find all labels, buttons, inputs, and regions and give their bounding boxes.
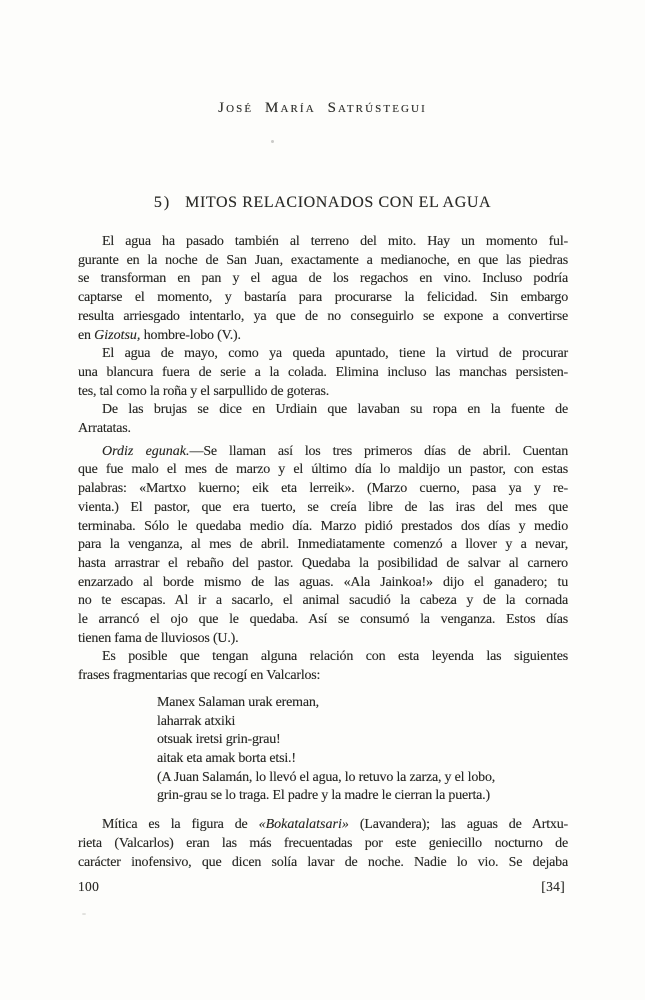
verse-line: (A Juan Salamán, lo llevó el agua, lo retuvo la zarza, y el lobo, xyxy=(157,769,496,785)
text-line: frases fragmentarias que recogí en Valcarlos: xyxy=(78,668,321,684)
text-line: El agua de mayo, como ya queda apuntado, tiene la virtud de procurar xyxy=(102,346,568,362)
verse-line: aitak eta amak borta etsi.! xyxy=(157,750,296,766)
verse-line: otsuak iretsi grin-grau! xyxy=(157,732,281,748)
page-footer xyxy=(78,879,565,895)
section-title-text: MITOS RELACIONADOS CON EL AGUA xyxy=(185,194,492,211)
text-line: gurante en la noche de San Juan, exactamente a medianoche, en que las piedras xyxy=(78,252,568,268)
text-line: El agua ha pasado también al terreno del mito. Hay un momento ful- xyxy=(102,234,568,249)
paragraph xyxy=(78,648,568,685)
text-run: —Se llaman así los tres primeros días de abril. Cuentan xyxy=(189,443,568,459)
text-line: le arrancó el ojo que le quedaba. Así se consumó la venganza. Estos días xyxy=(78,612,568,628)
text-line: una blancura fuera de serie a la colada. Elimina incluso las manchas persisten- xyxy=(78,364,568,380)
paragraph xyxy=(78,233,568,345)
text-line: tes, tal como la roña y el sarpullido de goteras. xyxy=(78,383,330,399)
paragraph xyxy=(78,443,568,649)
scan-speck xyxy=(82,913,86,915)
folio-number: [34] xyxy=(541,879,565,894)
text-run: Mítica es la figura de xyxy=(102,817,259,833)
verse-line: Manex Salaman urak ereman, xyxy=(157,694,319,710)
text-line: rieta (Valcarlos) eran las más frecuentadas por este geniecillo nocturno de xyxy=(78,835,568,851)
text-line: hasta arrastrar el rebaño del pastor. Quedaba la posibilidad de salvar al carnero xyxy=(78,555,568,571)
verse-line: laharrak atxiki xyxy=(157,713,236,729)
paragraph xyxy=(78,401,568,438)
text-line: Es posible que tengan alguna relación con esta leyenda las siguientes xyxy=(102,649,568,665)
text-line: tienen fama de lluviosos (U.). xyxy=(78,630,239,646)
text-run: (Lavandera); las aguas de Artxu- xyxy=(348,817,568,833)
verse-line: grin-grau se lo traga. El padre y la madre le cierran la puerta.) xyxy=(157,788,490,804)
text-line: se transforman en pan y el agua de los regachos en vino. Incluso podría xyxy=(78,271,568,287)
text-run: en xyxy=(78,327,95,343)
scan-speck xyxy=(271,140,274,143)
text-line: captarse el momento, y bastaría para procurarse la felicidad. Sin embargo xyxy=(78,290,568,306)
paragraph xyxy=(78,816,568,872)
text-line: resulta arriesgado intentarlo, ya que de no conseguirlo se expone a convertirse xyxy=(78,308,568,324)
text-line: que fue malo el mes de marzo y el último día lo maldijo un pastor, con estas xyxy=(78,462,568,478)
page-number: 100 xyxy=(78,879,100,894)
text-line: vienta.) El pastor, que era tuerto, se creía libre de las iras del mes que xyxy=(78,499,568,515)
verse-block xyxy=(78,694,568,806)
italic-run: Gizotsu, xyxy=(94,327,141,343)
paragraph xyxy=(78,345,568,401)
text-line: enzarzado al borde mismo de las aguas. «Ala Jainkoa!» dijo el ganadero; tu xyxy=(78,574,568,590)
italic-run: «Bokatalatsari» xyxy=(258,817,349,833)
text-line xyxy=(78,816,568,835)
text-line xyxy=(78,327,568,346)
text-body xyxy=(78,233,568,872)
text-line: para la venganza, al mes de abril. Inmediatamente comenzó a llover y a nevar, xyxy=(78,537,568,553)
text-line: terminaba. Sólo le quedaba medio día. Marzo pidió prestados dos días y medio xyxy=(78,518,568,534)
text-line: Arratatas. xyxy=(78,421,131,437)
text-line xyxy=(78,443,568,462)
section-heading xyxy=(0,194,645,212)
text-line: De las brujas se dice en Urdiain que lavaban su ropa en la fuente de xyxy=(102,402,568,418)
text-run: hombre-lobo (V.). xyxy=(140,327,241,343)
section-number: 5) xyxy=(153,194,172,211)
text-line: carácter inofensivo, que dicen solía lavar de noche. Nadie lo vio. Se dejaba xyxy=(78,854,568,870)
page-header-author: José María Satrústegui xyxy=(218,100,427,116)
text-line: no te escapas. Al ir a sacarlo, el animal sacudió la cabeza y de la cornada xyxy=(78,593,568,609)
italic-run: Ordiz egunak. xyxy=(102,443,190,459)
text-line: palabras: «Martxo kuerno; eik eta lerreik». (Marzo cuerno, pasa ya y re- xyxy=(78,481,568,497)
